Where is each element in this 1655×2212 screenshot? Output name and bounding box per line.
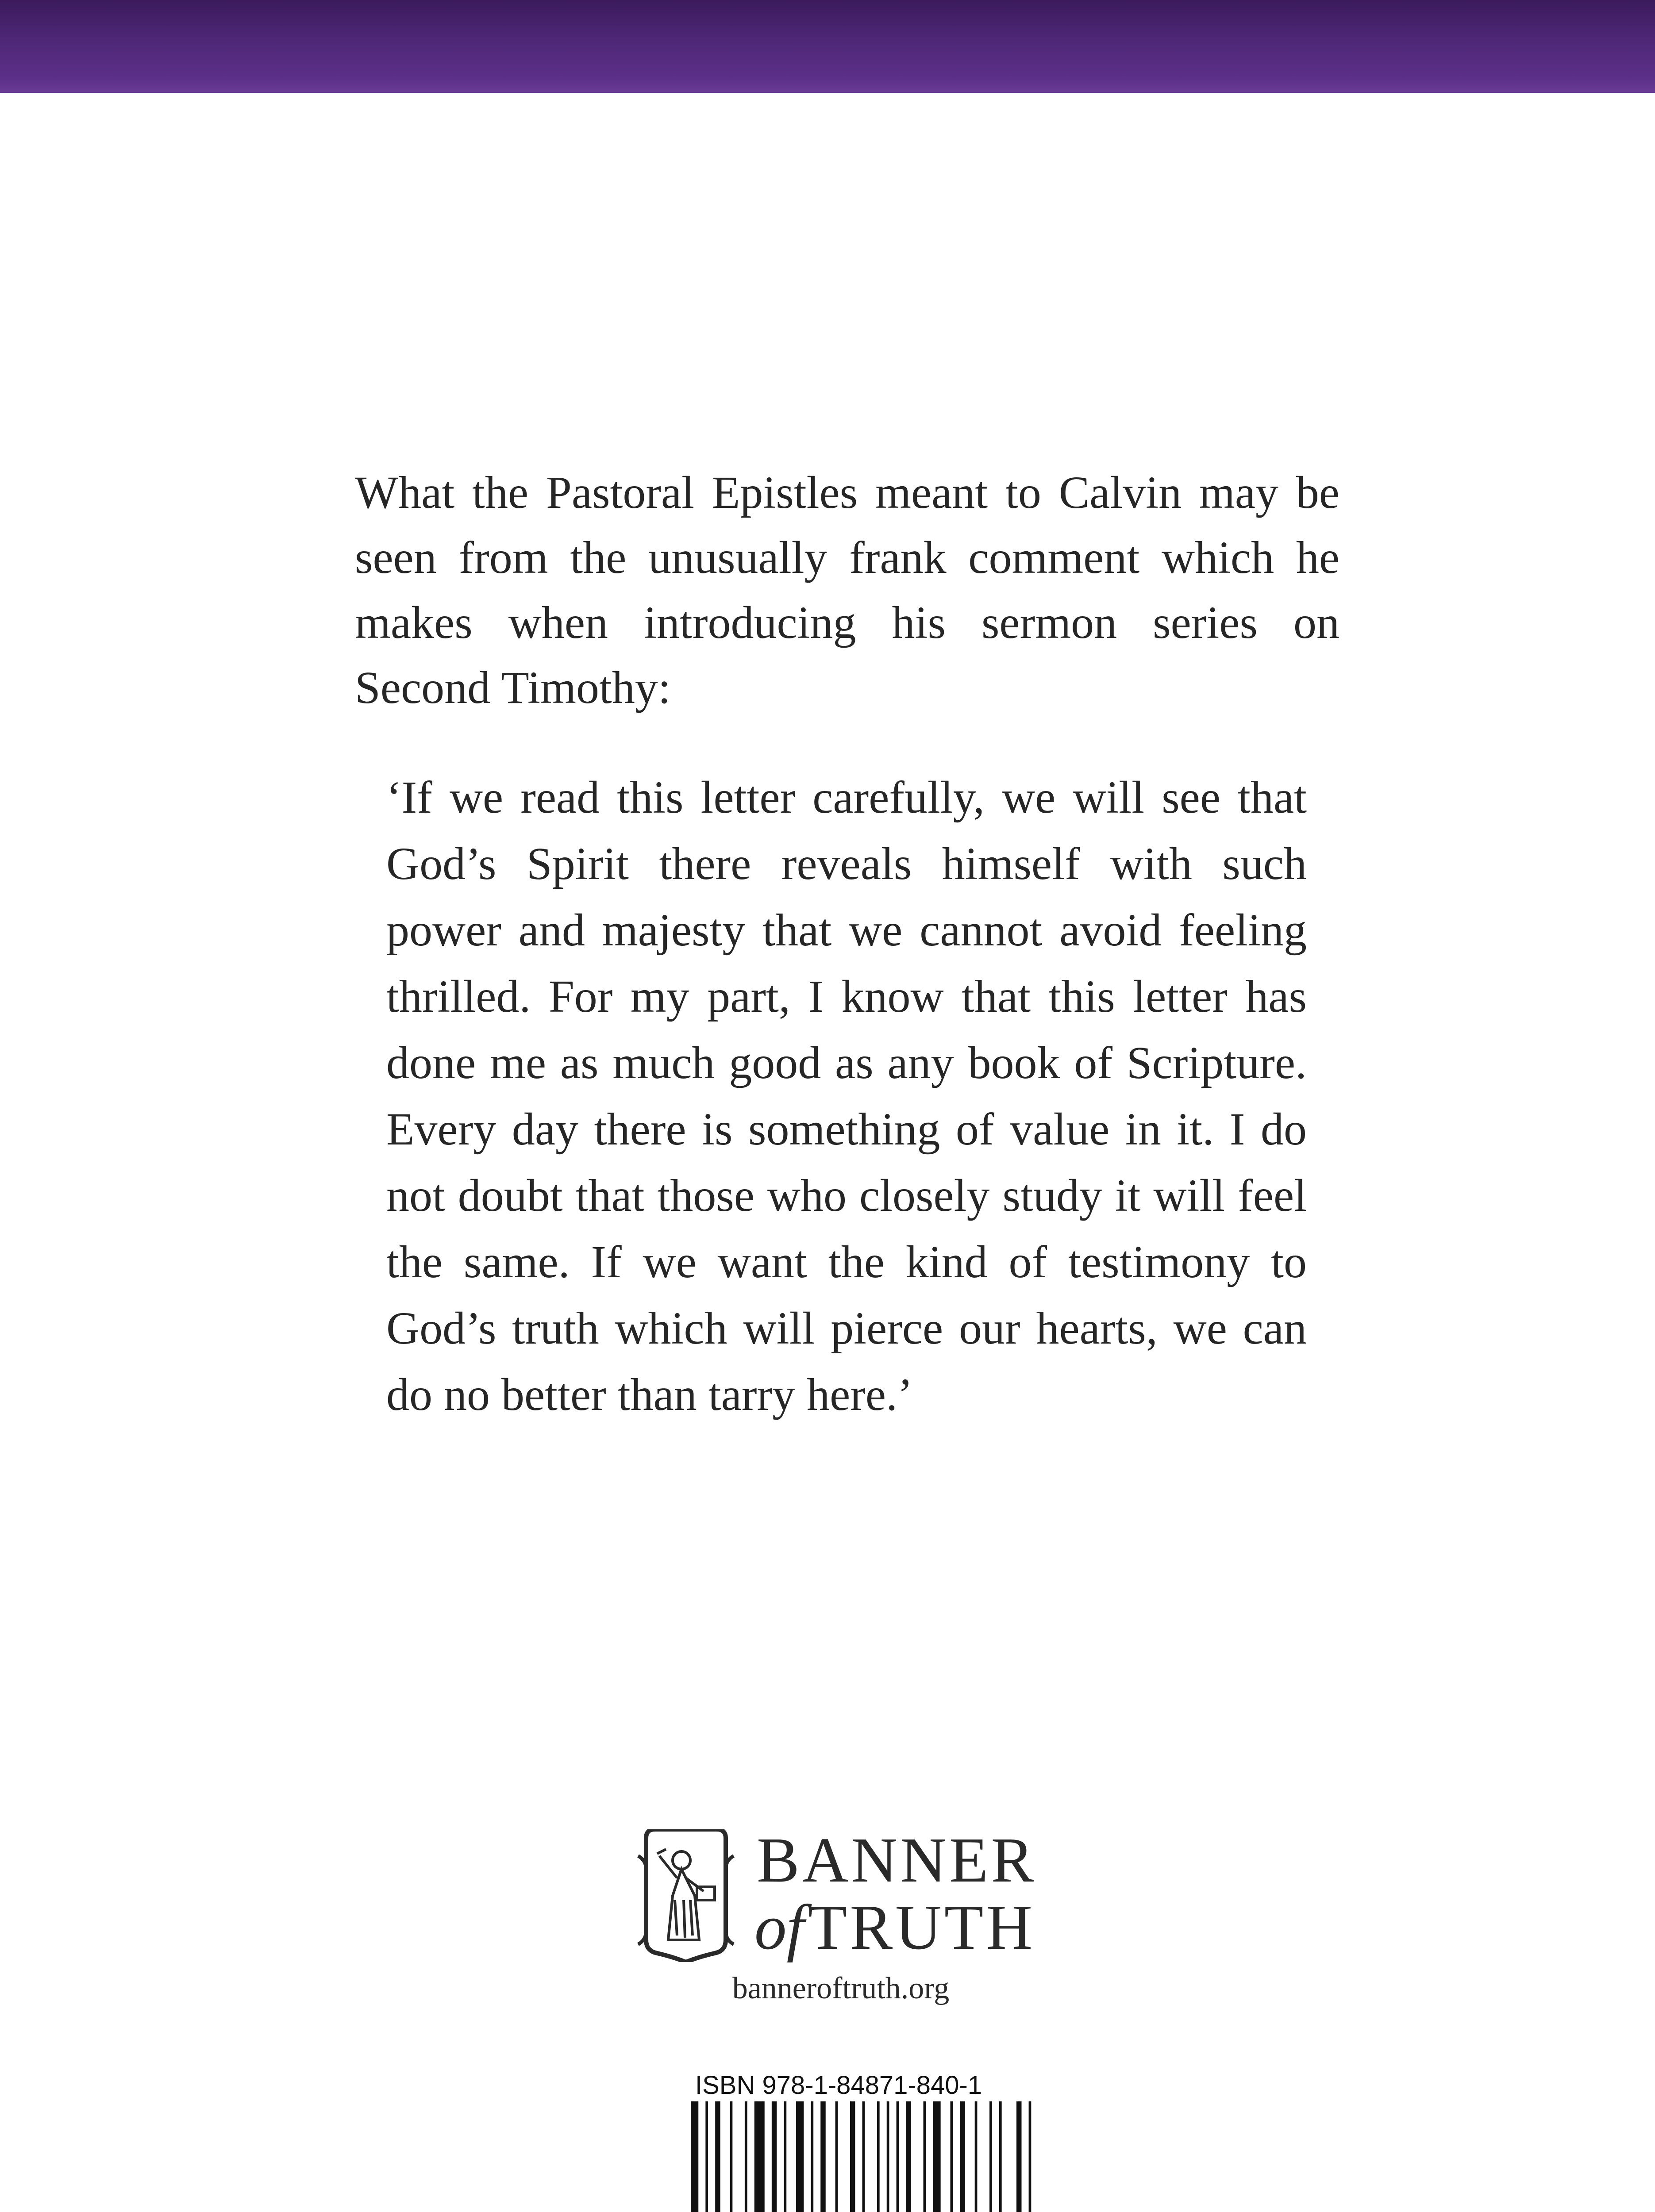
publisher-name-line2 (754, 1892, 1035, 1963)
barcode-bar (705, 2101, 708, 2212)
barcode-bar (835, 2101, 838, 2212)
isbn-barcode (649, 2070, 1056, 2212)
barcode-bar (999, 2101, 1002, 2212)
barcode-bar (960, 2101, 965, 2212)
barcode-bar (862, 2101, 865, 2212)
barcode-bar (887, 2101, 889, 2212)
barcode-bar (796, 2101, 804, 2212)
barcode-bar (989, 2101, 992, 2212)
barcode-bar (772, 2101, 777, 2212)
isbn-number: ISBN 978-1-84871-840-1 (695, 2071, 982, 2100)
barcode-bar (897, 2101, 899, 2212)
barcode-bar (811, 2101, 813, 2212)
barcode-bar (1016, 2101, 1022, 2212)
publisher-name-truth: TRUTH (808, 1892, 1035, 1963)
barcode-bar (933, 2101, 940, 2212)
barcode-bar (691, 2101, 698, 2212)
barcode-bar (730, 2101, 733, 2212)
barcode-bar (850, 2101, 855, 2212)
preacher-emblem-icon (633, 1829, 739, 1962)
publisher-name-line1: BANNER (757, 1825, 1037, 1896)
barcode-bar (754, 2101, 765, 2212)
barcode-bar (745, 2101, 747, 2212)
intro-paragraph: What the Pastoral Epistles meant to Calvin may be seen from the unusually frank comment which he makes when introducing his sermon series on Second Timothy: (355, 467, 1339, 713)
barcode-bar (715, 2101, 720, 2212)
top-purple-band (0, 0, 1655, 93)
barcode-bar (924, 2101, 926, 2212)
barcode-bar (784, 2101, 786, 2212)
barcode-bar (975, 2101, 978, 2212)
calvin-quote: ‘If we read this letter carefully, we will see that God’s Spirit there reveals himself with such power and majesty that we cannot avoid feeling thrilled. For my part, I know that this letter has done me as much good as any book of Scripture. Every day there is something of value in it. I do not doubt that those who closely study it will feel the same. If we want the kind of testimony to God’s truth which will pierce our hearts, we can do no better than tarry here.’ (386, 772, 1307, 1420)
barcode-bar (1029, 2101, 1031, 2212)
barcode-bar (877, 2101, 880, 2212)
publisher-logo (633, 1825, 1053, 1963)
publisher-name-of: of (754, 1892, 804, 1963)
barcode-bar (820, 2101, 826, 2212)
barcode-bar (906, 2101, 911, 2212)
barcode-bars (649, 2101, 1038, 2212)
publisher-website: banneroftruth.org (732, 1971, 950, 2005)
barcode-bar (951, 2101, 953, 2212)
